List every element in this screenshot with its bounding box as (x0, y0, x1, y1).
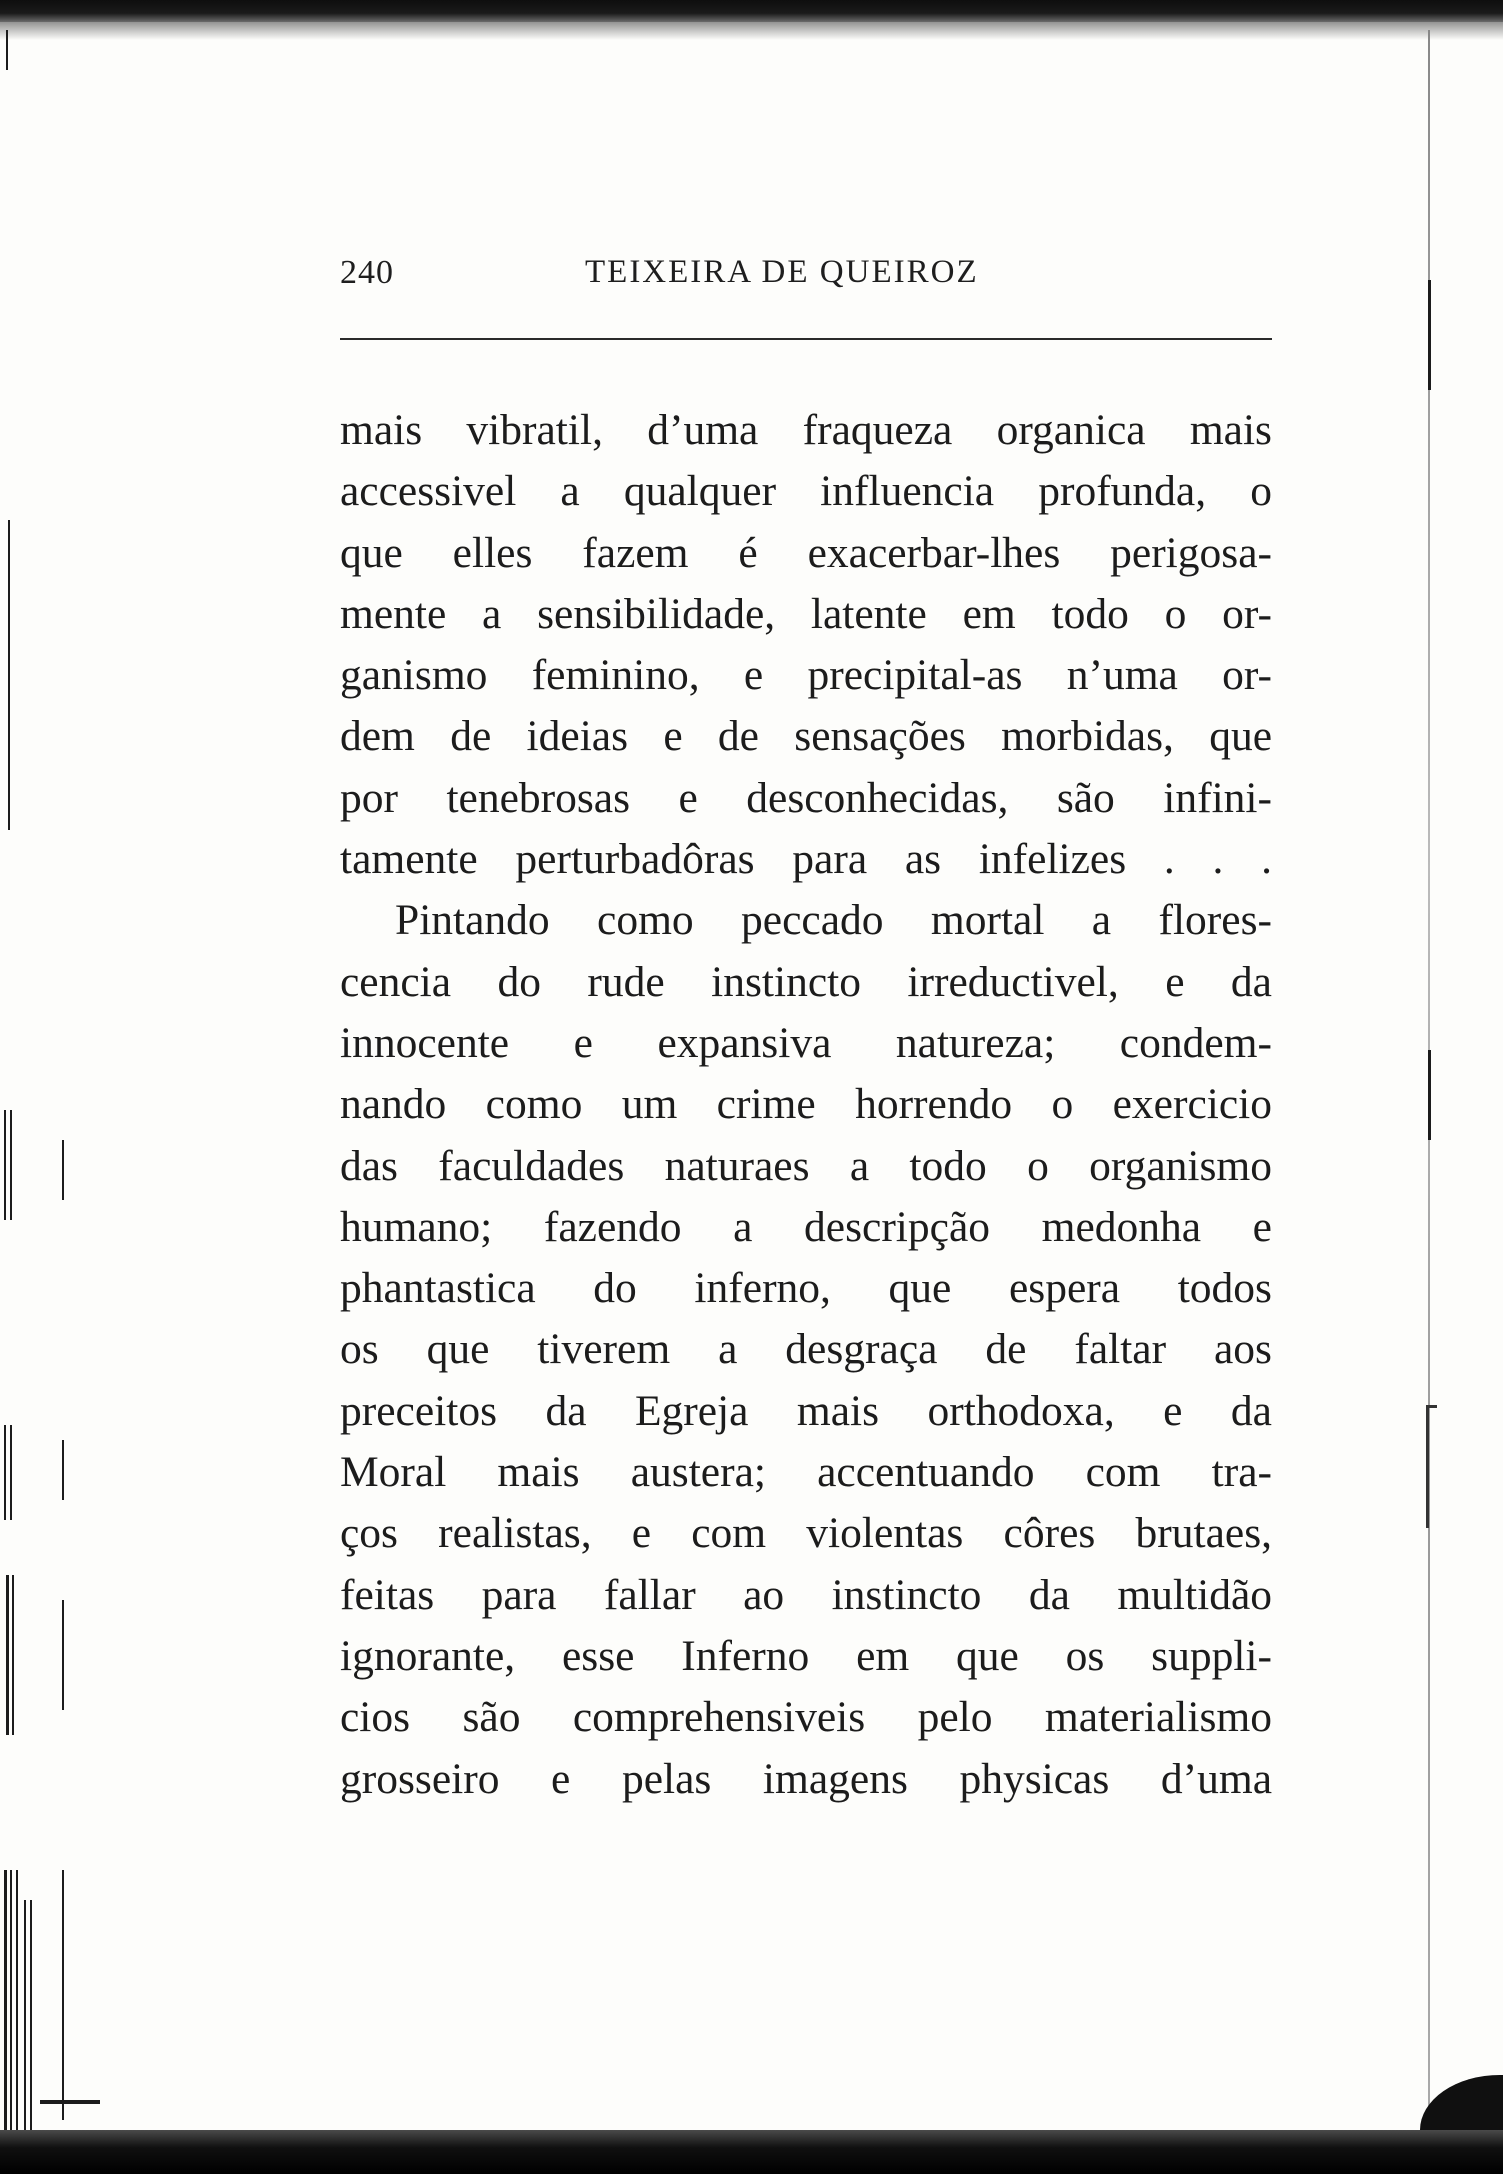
paragraph-start-line: Pintando como peccado mortal a flores- (395, 896, 1272, 945)
page-number: 240 (340, 254, 394, 291)
scan-right-mark (1426, 1405, 1437, 1528)
text-line: Moral mais austera; accentuando com tra- (340, 1448, 1272, 1497)
scan-mark (1428, 1050, 1431, 1140)
text-line: tamente perturbadôras para as infelizes . . . (340, 835, 1272, 884)
text-line: ços realistas, e com violentas côres brutaes, (340, 1509, 1272, 1558)
text-line: preceitos da Egreja mais orthodoxa, e da (340, 1386, 1272, 1435)
text-line: grosseiro e pelas imagens physicas d’uma (340, 1754, 1272, 1803)
scan-left-binding (0, 0, 34, 2174)
book-page (340, 240, 1280, 1803)
text-line: cios são comprehensiveis pelo materialismo (340, 1693, 1272, 1742)
running-title: TEIXEIRA DE QUEIROZ (585, 254, 979, 290)
scan-mark (62, 1440, 64, 1500)
text-line: por tenebrosas e desconhecidas, são infini- (340, 773, 1272, 822)
scan-top-edge (0, 0, 1503, 22)
text-line: feitas para fallar ao instincto da multidão (340, 1570, 1272, 1619)
scan-mark (62, 1600, 64, 1710)
text-line: das faculdades naturaes a todo o organismo (340, 1141, 1272, 1190)
text-line: ganismo feminino, e precipital-as n’uma or- (340, 651, 1272, 700)
scan-mark (62, 1140, 64, 1200)
text-line: humano; fazendo a descripção medonha e (340, 1202, 1272, 1251)
text-line: innocente e expansiva natureza; condem- (340, 1018, 1272, 1067)
text-line: ignorante, esse Inferno em que os suppli- (340, 1631, 1272, 1680)
scan-top-shadow (0, 22, 1503, 40)
text-line: que elles fazem é exacerbar-lhes perigosa- (340, 528, 1272, 577)
scan-mark (62, 1870, 64, 2120)
text-line: nando como um crime horrendo o exercicio (340, 1080, 1272, 1129)
scan-bottom-corner (1420, 2075, 1503, 2135)
text-line: accessivel a qualquer influencia profunda, o (340, 467, 1272, 516)
text-line: mais vibratil, d’uma fraqueza organica mais (340, 406, 1272, 454)
scan-mark (1428, 280, 1431, 390)
text-line: cencia do rude instincto irreductivel, e da (340, 957, 1272, 1006)
text-line: os que tiverem a desgraça de faltar aos (340, 1325, 1272, 1374)
text-line: phantastica do inferno, que espera todos (340, 1264, 1272, 1313)
scan-bottom-edge (0, 2130, 1503, 2174)
body-text (340, 400, 1272, 1810)
header-rule (340, 338, 1272, 340)
page-header (340, 240, 1280, 300)
text-line: mente a sensibilidade, latente em todo o or- (340, 589, 1272, 638)
text-line: dem de ideias e de sensações morbidas, que (340, 712, 1272, 761)
